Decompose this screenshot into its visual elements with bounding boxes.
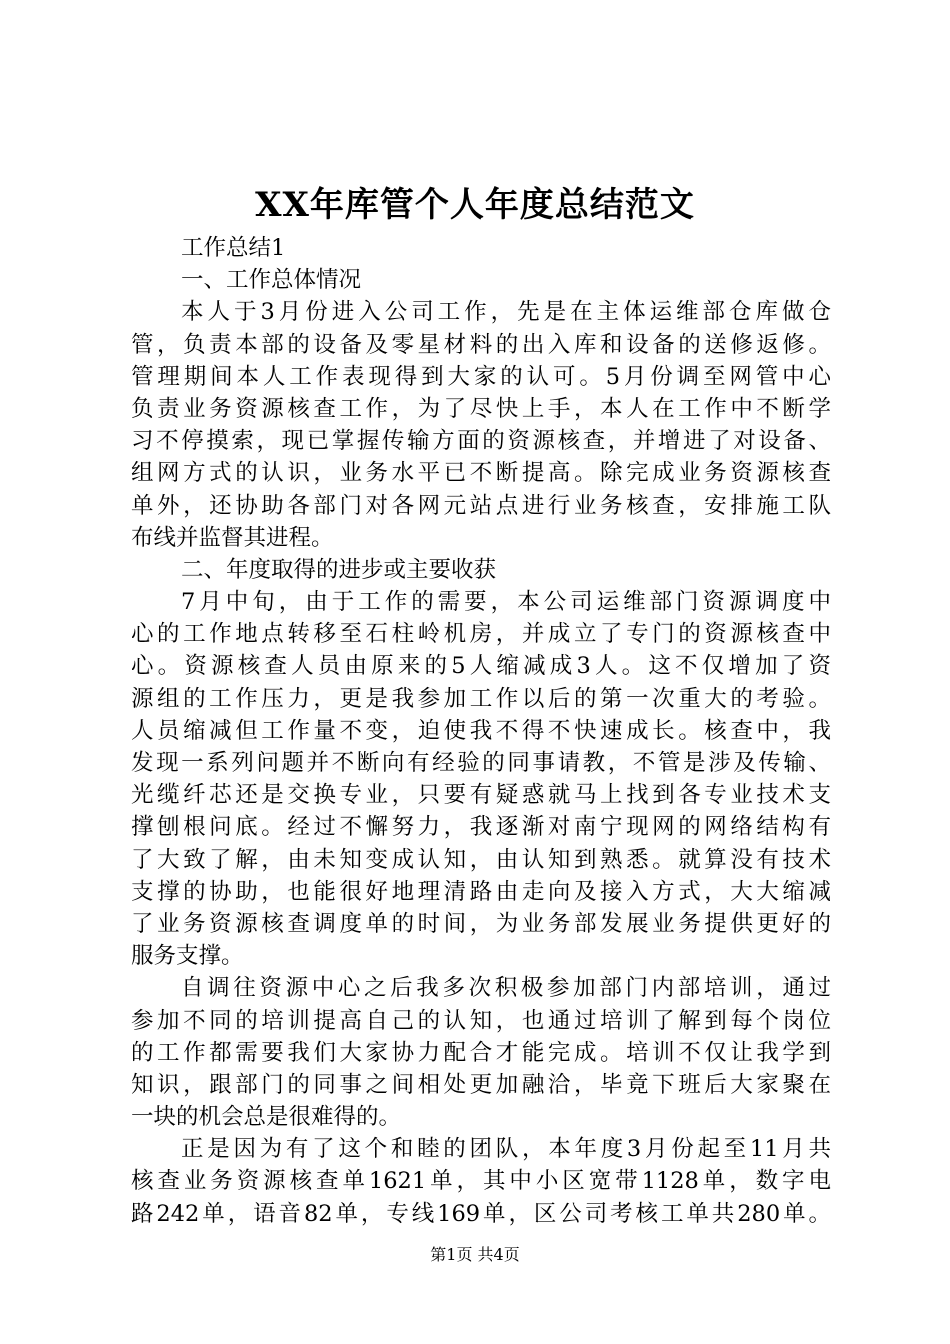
paragraph-line: 心的工作地点转移至石柱岭机房，并成立了专门的资源核查中 xyxy=(131,621,831,648)
paragraph-line: 人员缩减但工作量不变，迫使我不得不快速成长。核查中，我 xyxy=(131,717,831,744)
paragraph-line: 源组的工作压力，更是我参加工作以后的第一次重大的考验。 xyxy=(131,685,831,712)
paragraph-line: 了大致了解，由未知变成认知，由认知到熟悉。就算没有技术 xyxy=(131,846,831,873)
paragraph-line: 发现一系列问题并不断向有经验的同事请教，不管是涉及传输、 xyxy=(131,750,831,776)
paragraph-line: 了业务资源核查调度单的时间，为业务部发展业务提供更好的 xyxy=(131,910,831,937)
paragraph-line: 习不停摸索，现已掌握传输方面的资源核查，并增进了对设备、 xyxy=(131,428,831,455)
paragraph-line: 本人于3月份进入公司工作，先是在主体运维部仓库做仓 xyxy=(181,299,831,326)
page-number: 第1页 共4页 xyxy=(430,1245,520,1264)
paragraph-line: 管理期间本人工作表现得到大家的认可。5月份调至网管中心 xyxy=(131,363,831,390)
paragraph-line: 服务支撑。 xyxy=(131,943,244,970)
heading-section-1: 一、工作总体情况 xyxy=(181,267,362,294)
paragraph-line: 布线并监督其进程。 xyxy=(131,524,334,551)
document-body xyxy=(131,232,831,1230)
paragraph-line: 撑刨根问底。经过不懈努力，我逐渐对南宁现网的网络结构有 xyxy=(131,814,831,841)
paragraph-line: 支撑的协助，也能很好地理清路由走向及接入方式，大大缩减 xyxy=(131,878,831,905)
paragraph-line: 组网方式的认识，业务水平已不断提高。除完成业务资源核查 xyxy=(131,460,831,487)
paragraph-line: 心。资源核查人员由原来的5人缩减成3人。这不仅增加了资 xyxy=(131,653,831,680)
paragraph-line: 自调往资源中心之后我多次积极参加部门内部培训，通过 xyxy=(181,975,831,1002)
heading-section-2: 二、年度取得的进步或主要收获 xyxy=(181,556,497,583)
paragraph-line: 路242单，语音82单，专线169单，区公司考核工单共280单。 xyxy=(131,1200,831,1227)
paragraph-line: 参加不同的培训提高自己的认知，也通过培训了解到每个岗位 xyxy=(131,1007,831,1034)
paragraph-line: 7月中旬，由于工作的需要，本公司运维部门资源调度中 xyxy=(181,589,831,616)
paragraph-line: 正是因为有了这个和睦的团队，本年度3月份起至11月共 xyxy=(181,1136,831,1163)
paragraph-line: 负责业务资源核查工作，为了尽快上手，本人在工作中不断学 xyxy=(131,395,831,422)
paragraph-line: 管，负责本部的设备及零星材料的出入库和设备的送修返修。 xyxy=(131,331,831,358)
paragraph-line: 的工作都需要我们大家协力配合才能完成。培训不仅让我学到 xyxy=(131,1039,831,1066)
paragraph-line: 核查业务资源核查单1621单，其中小区宽带1128单，数字电 xyxy=(131,1168,831,1195)
heading-work-summary: 工作总结1 xyxy=(181,235,286,261)
document-title: XX年库管个人年度总结范文 xyxy=(255,185,695,225)
paragraph-line: 光缆纤芯还是交换专业，只要有疑惑就马上找到各专业技术支 xyxy=(131,782,831,809)
paragraph-line: 单外，还协助各部门对各网元站点进行业务核查，安排施工队 xyxy=(131,492,831,519)
paragraph-line: 一块的机会总是很难得的。 xyxy=(131,1104,402,1131)
paragraph-line: 知识，跟部门的同事之间相处更加融洽，毕竟下班后大家聚在 xyxy=(131,1071,831,1098)
